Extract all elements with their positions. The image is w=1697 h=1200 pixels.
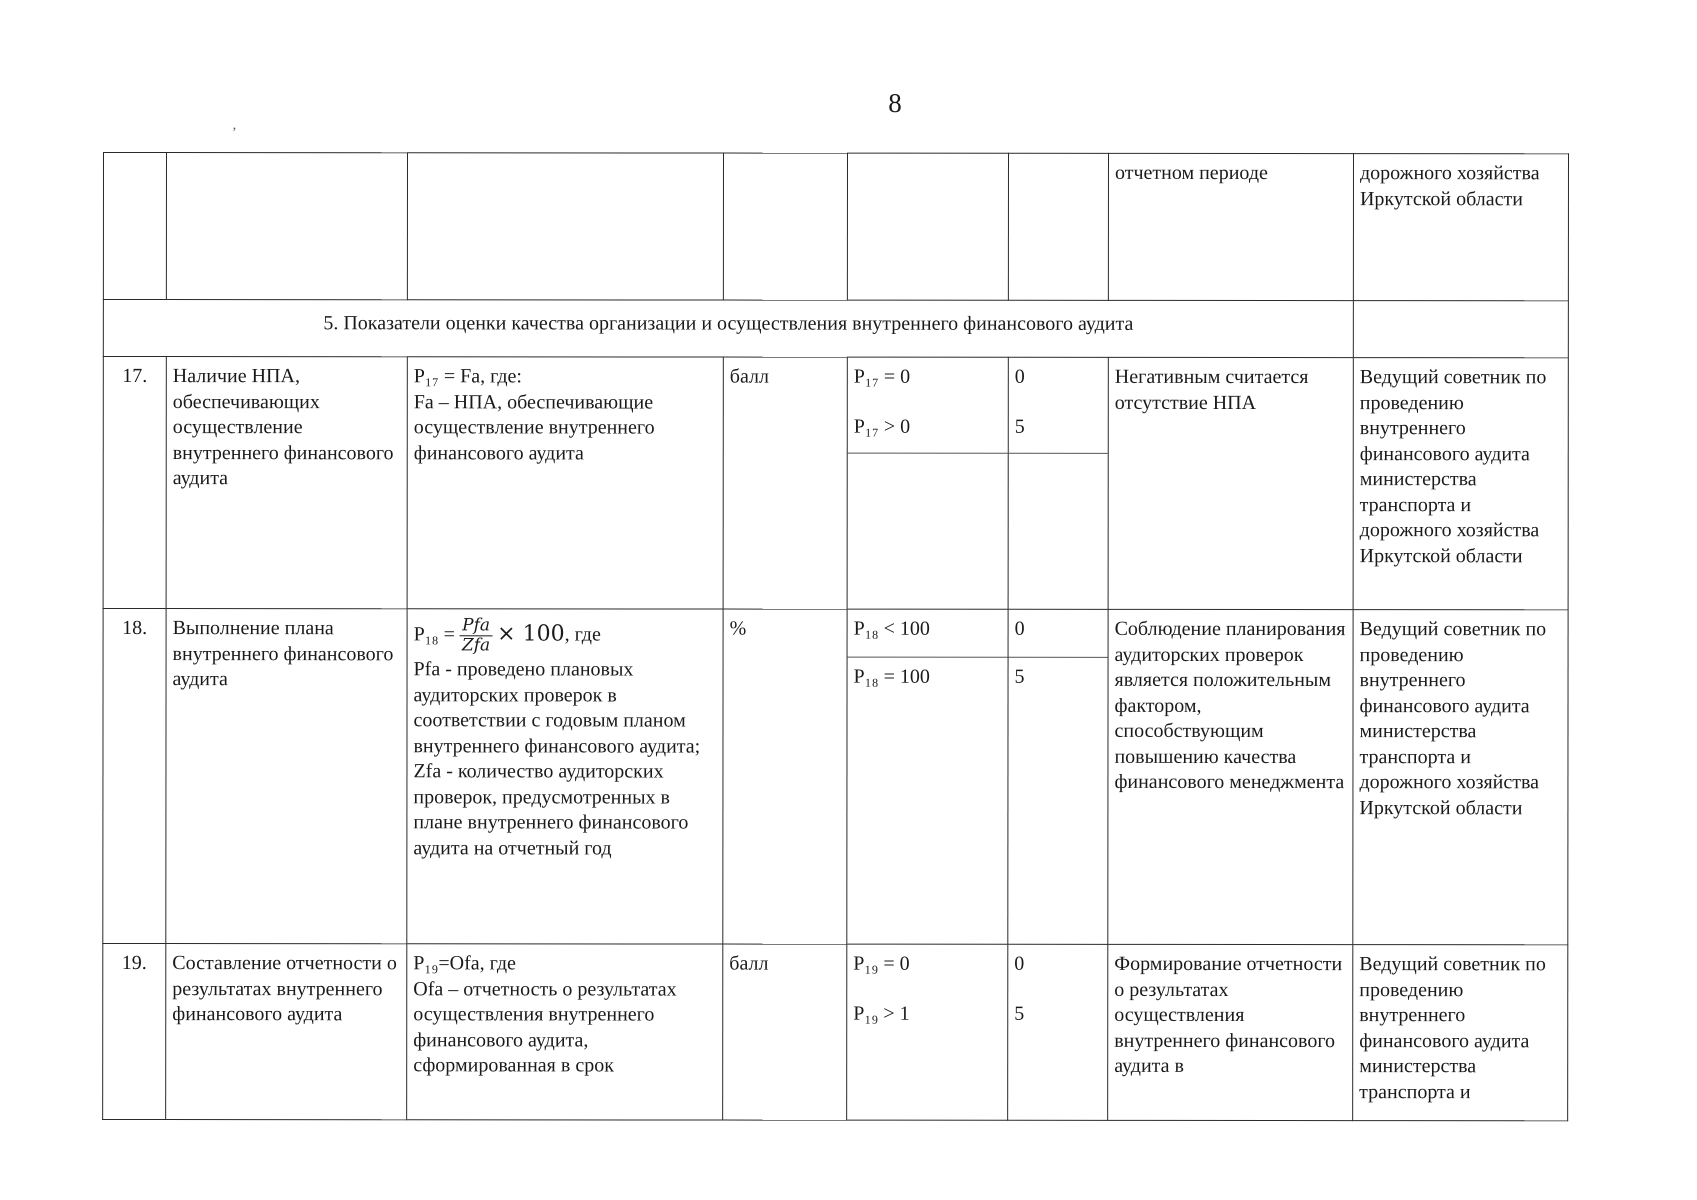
score-cell — [1008, 944, 1108, 1120]
unit-cell: балл — [723, 944, 847, 1120]
row-number: 17. — [103, 357, 166, 609]
unit-cell: % — [723, 609, 847, 944]
cell-responsible: дорожного хозяйства Иркутской области — [1353, 154, 1568, 301]
responsible-cell: Ведущий советник по проведению внутреннего финансового аудита министерства транспорта и дорожного хозяйства Иркутской области — [1353, 358, 1568, 610]
formula-fraction — [459, 616, 493, 655]
formula-head: P₁₇ = Fa, где: — [413, 365, 522, 388]
formula-description: Fa – НПА, обеспечивающие осуществление внутреннего финансового аудита — [413, 390, 655, 464]
score-value: 0 — [1014, 365, 1025, 388]
score-value: 5 — [1014, 1002, 1025, 1025]
interpretation-cell: Формирование отчетности о результатах осуществления внутреннего финансового аудита в — [1108, 944, 1353, 1120]
section-empty-cell — [1353, 301, 1568, 358]
responsible-cell: Ведущий советник по проведению внутреннего финансового аудита министерства транспорта и — [1353, 945, 1568, 1121]
responsible-cell: Ведущий советник по проведению внутреннего финансового аудита министерства транспорта и дорожного хозяйства Иркутской области — [1353, 610, 1568, 945]
score-value: 0 — [1014, 952, 1025, 975]
cell-score — [1008, 153, 1108, 300]
formula-cell — [407, 357, 723, 609]
interpretation-cell: Соблюдение планирования аудиторских проверок является положительным фактором, способствующим повышению качества финансового менеджмента — [1108, 609, 1353, 944]
row-number: 19. — [103, 944, 166, 1120]
scan-mark: ‚ — [232, 118, 237, 133]
section-row — [103, 300, 1568, 358]
formula-numerator: Pfa — [459, 616, 493, 636]
formula-cell — [407, 609, 723, 944]
formula-denominator: Zfa — [461, 635, 491, 656]
indicator-name: Выполнение плана внутреннего финансового аудита — [166, 609, 407, 944]
condition-empty — [848, 454, 1008, 465]
condition-value: P₁₉ = 0 — [853, 952, 910, 975]
condition-value: P₁₇ > 0 — [848, 408, 1008, 454]
formula-multiplier: × 100 — [497, 621, 565, 647]
indicators-table — [102, 152, 1569, 1121]
cell-unit — [723, 153, 847, 300]
cell-num — [103, 153, 166, 300]
indicators-table-wrap — [102, 152, 1569, 1121]
table-row-18 — [103, 609, 1568, 945]
table-row-17 — [103, 357, 1568, 610]
cell-condition — [847, 153, 1008, 300]
score-empty — [1009, 454, 1108, 465]
score-value: 0 — [1009, 610, 1108, 658]
score-cell — [1008, 609, 1108, 944]
continuation-row — [103, 153, 1568, 301]
condition-value: P₁₈ = 100 — [853, 665, 930, 688]
formula-description: Ofa – отчетность о результатах осуществления внутреннего финансового аудита, сформированная в срок — [413, 977, 677, 1077]
section-title: 5. Показатели оценки качества организации и осуществления внутреннего финансового аудита — [103, 300, 1353, 358]
cell-interpretation: отчетном периоде — [1108, 153, 1353, 300]
cell-indicator — [166, 153, 407, 300]
condition-cell — [847, 944, 1008, 1120]
page-number: 8 — [888, 88, 902, 118]
formula-head: P₁₉=Ofa, где — [413, 952, 516, 975]
table-row-19 — [103, 944, 1568, 1121]
formula-head — [414, 616, 717, 655]
formula-tail: , где — [564, 623, 601, 646]
indicator-name: Составление отчетности о результатах внутреннего финансового аудита — [166, 944, 407, 1120]
condition-cell — [847, 609, 1008, 944]
score-value: 5 — [1009, 408, 1108, 454]
condition-cell — [847, 357, 1008, 609]
condition-value: P₁₈ < 100 — [848, 610, 1008, 658]
formula-description: Pfa - проведено плановых аудиторских проверок в соответствии с годовым планом внутреннего финансового аудита; Zfa - количество аудиторских проверок, предусмотренных в плане внутреннего финансового аудита на отчетный год — [413, 658, 701, 859]
score-cell — [1008, 357, 1108, 609]
cell-formula — [407, 153, 723, 300]
formula-cell — [407, 944, 723, 1120]
score-value: 5 — [1014, 665, 1025, 688]
condition-value: P₁₇ = 0 — [853, 365, 911, 388]
unit-cell: балл — [723, 357, 847, 609]
formula-lhs: P₁₈ = — [413, 623, 455, 646]
interpretation-cell: Негативным считается отсутствие НПА — [1108, 357, 1353, 609]
condition-value: P₁₉ > 1 — [853, 1002, 910, 1025]
indicator-name: Наличие НПА, обеспечивающих осуществление внутреннего финансового аудита — [166, 357, 407, 609]
row-number: 18. — [103, 609, 166, 944]
